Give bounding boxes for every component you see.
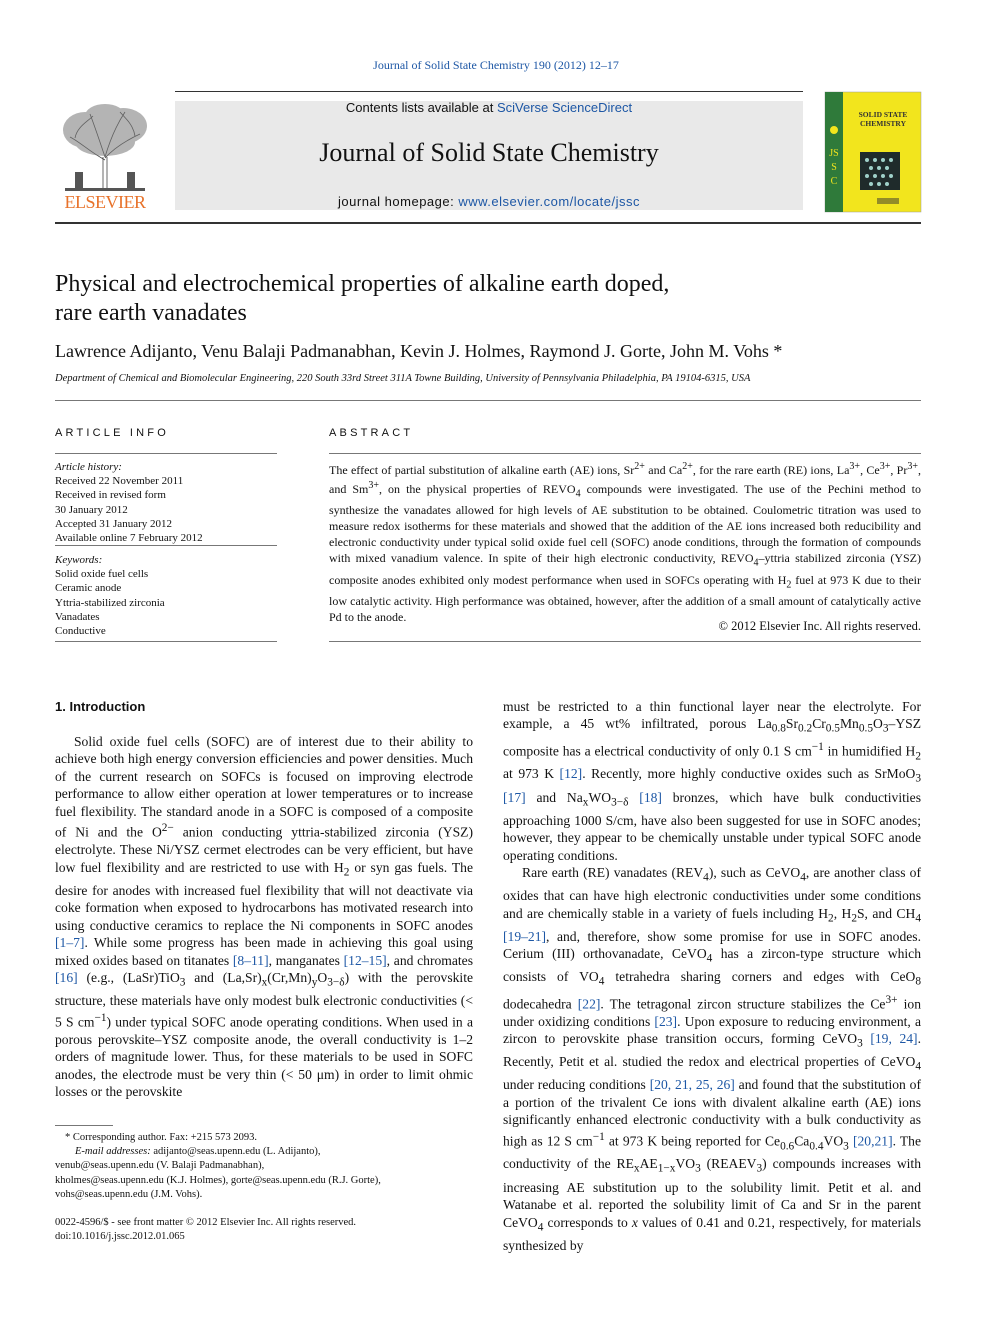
history-label: Article history:	[55, 461, 122, 473]
intro-paragraph-1: Solid oxide fuel cells (SOFC) are of interest due to their ability to achieve both high energy conversion efficiencies and power densities. Much of the current research on SOFCs is focused on improving electrode performance to allow either operation at lower temperatures or to increase fuel flexibility. The standard anode in a SOFC is composed of a composite of Ni and the $O^{2-}$ anion conducting yttria-stabilized zirconia (YSZ) electrolyte. These Ni/YSZ cermet electrodes can be very efficient, but have low fuel flexibility and are restricted to use with $H_2$ or syn gas fuels. The desire for anodes with increased fuel flexibility that will not deactivate via coke formation when exposed to hydrocarbons has motivated research into using conductive ceramics to replace the Ni components in SOFC anodes [1–7]. While some progress has been made in achieving this goal using mixed oxides based on titanates [8–11], manganates [12–15], and chromates [16] (e.g., (LaSr)TiO$_3$ and $(La,Sr)_x(Cr,Mn)_yO_{3-\delta}$) with the perovskite structure, these materials have only modest bulk electronic conductivities (< 5 S $cm^{-1}$) under typical SOFC anode operating conditions. When used in a porous perovskite–YSZ composite anode, the overall conductivity is 1–2 orders of magnitude lower. Thus, for these materials to be used in SOFC anodes, the electrode must be very thin (< 50 μm) in order to limit ohmic losses or the perovskite	[55, 734, 473, 1100]
reference-link[interactable]: [23]	[654, 1013, 678, 1029]
abstract-text: The effect of partial substitution of alkaline earth (AE) ions, $Sr^{2+}$ and $Ca^{2+}$, for the rare earth (RE) ions, $La^{3+}$, $Ce^{3+}$, $Pr^{3+}$, and $Sm^{3+}$, on the physical properties of $REVO_4$ compounds were investigated. The use of the Pechini method to synthesize the vanadates allowed for high levels of AE substitution to be obtained. Coulometric titration was used to measure redox isotherms for these materials and showed that the addition of the AE ions increased both reducibility and electronic conductivity under typical solid oxide fuel cell (SOFC) anode conditions, through the formation of compounds with mixed vanadium valence. In spite of their high electronic conductivity, $REVO_4$–yttria stabilized zirconia (YSZ) composite anodes exhibited only modest performance when used in SOFCs operating with $H_2$ fuel at 973 K due to their low catalytic activity. High performance was obtained, however, after the addition of a small amount of catalytically active Pd to the anode.	[329, 461, 922, 625]
article-info-rule-bottom	[55, 641, 277, 642]
cover-title-line1: SOLID STATE	[858, 110, 908, 119]
email-link[interactable]: venub@seas.upenn.edu (V. Balaji Padmanabhan),	[55, 1160, 265, 1172]
reference-link[interactable]: [12]	[559, 766, 583, 782]
abstract-rule-top	[329, 453, 921, 454]
publisher-name: ELSEVIER	[64, 192, 146, 212]
reference-link[interactable]: [18]	[639, 789, 662, 805]
intro-paragraph-2: Rare earth (RE) vanadates $(REV_4)$, such as CeVO$_4$, are another class of oxides that can have high electronic conductivities under some conditions and are chemically stable in a variety of fuels including $H_2$, $H_2S$, and $CH_4$ [19–21], and, therefore, show some promise for use in SOFC anodes. Cerium (III) orthovanadate, CeVO$_4$ has a zircon-type structure which consists of $VO_4$ tetrahedra sharing corners and edges with CeO$_8$ dodecahedra [22]. The tetragonal zircon structure stabilizes the $Ce^{3+}$ ion under oxidizing conditions [23]. Upon exposure to reducing environment, a zircon to perovskite phase transition occurs, forming CeVO$_3$ [19, 24]. Recently, Petit et al. studied the redox and electrical properties of CeVO$_4$ under reducing conditions [20, 21, 25, 26] and found that the substitution of a portion of the trivalent Ce ions with divalent alkaline earth (AE) ions significantly enhanced electronic conductivity with a bulk conductivity as high as 12 S $cm^{-1}$ at 973 K being reported for $Ce_{0.6}Ca_{0.4}VO_3$ [20,21]. The conductivity of the $RE_xAE_{1-x}VO_3$ $(REAEV_3)$ compounds increases with increasing AE substitution up to the solubility limit. Petit et al. and Watanabe et al. reported the solubility limit of Ca and Sr in the parent CeVO$_4$ corresponds to x values of 0.41 and 0.21, respectively, for materials synthesized by	[503, 865, 922, 1253]
history-item: Received 22 November 2011	[55, 475, 184, 488]
abstract-heading: ABSTRACT	[329, 427, 414, 439]
article-info-rule-mid	[55, 545, 277, 546]
corresponding-mark[interactable]: *	[768, 341, 783, 361]
copyright: © 2012 Elsevier Inc. All rights reserved.	[718, 619, 921, 633]
reference-link[interactable]: [20,21]	[852, 1133, 893, 1149]
header-bottom-rule	[55, 222, 921, 224]
email-link[interactable]: kholmes@seas.upenn.edu (K.J. Holmes), gorte@seas.upenn.edu (R.J. Gorte),	[55, 1174, 381, 1186]
title-line-2: rare earth vanadates	[55, 300, 247, 326]
keywords-label: Keywords:	[55, 554, 103, 566]
issn-line: 0022-4596/$ - see front matter © 2012 Elsevier Inc. All rights reserved.	[55, 1217, 357, 1228]
affiliation-rule	[55, 400, 921, 401]
keywords	[55, 553, 277, 638]
keyword: Vanadates	[55, 610, 100, 623]
reference-link[interactable]: [19, 24]	[870, 1031, 918, 1047]
journal-cover[interactable]	[825, 92, 921, 212]
email-link[interactable]: adijanto@seas.upenn.edu (L. Adijanto),	[153, 1146, 321, 1158]
reference-link[interactable]: [22]	[577, 996, 601, 1012]
reference-link[interactable]: [12–15]	[343, 952, 387, 968]
cover-title-line2: CHEMISTRY	[860, 119, 906, 128]
keyword: Yttria-stabilized zirconia	[55, 596, 165, 609]
email-line: E-mail addresses: adijanto@seas.upenn.edu (L. Adijanto),	[75, 1146, 321, 1158]
cover-side-letters: JSSC	[829, 148, 839, 187]
footnote-rule	[55, 1125, 113, 1126]
article-info-heading: ARTICLE INFO	[55, 427, 169, 439]
homepage-link[interactable]: www.elsevier.com/locate/jssc	[458, 194, 640, 209]
article-history	[55, 460, 277, 545]
article-title	[55, 270, 915, 328]
footnotes	[55, 1131, 473, 1202]
history-item: Available online 7 February 2012	[55, 532, 203, 545]
homepage-line	[175, 194, 803, 209]
homepage-prefix: journal homepage:	[338, 194, 459, 209]
reference-link[interactable]: [16]	[55, 970, 78, 986]
reference-link[interactable]: [1–7]	[55, 935, 85, 951]
history-item: 30 January 2012	[55, 503, 128, 516]
keyword: Conductive	[55, 625, 106, 638]
contents-prefix: Contents lists available at	[345, 100, 497, 115]
reference-link[interactable]: [8–11]	[232, 952, 269, 968]
reference-link[interactable]: [20, 21, 25, 26]	[649, 1077, 735, 1093]
author-list	[55, 341, 935, 362]
history-item: Accepted 31 January 2012	[55, 517, 172, 530]
front-matter	[55, 1216, 473, 1244]
abstract-rule-bottom	[329, 641, 921, 642]
title-line-1: Physical and electrochemical properties of alkaline earth doped,	[55, 271, 670, 297]
header-top-rule	[175, 91, 803, 92]
elsevier-logo[interactable]	[55, 102, 155, 212]
history-item: Received in revised form	[55, 489, 166, 502]
reference-link[interactable]: [19–21]	[503, 928, 547, 944]
doi-line[interactable]: doi:10.1016/j.jssc.2012.01.065	[55, 1231, 185, 1242]
authors[interactable]: Lawrence Adijanto, Venu Balaji Padmanabhan, Kevin J. Holmes, Raymond J. Gorte, John M. Vohs	[55, 341, 769, 361]
keyword: Solid oxide fuel cells	[55, 568, 149, 581]
journal-citation[interactable]: Journal of Solid State Chemistry 190 (2012) 12–17	[373, 58, 619, 72]
intro-heading: 1. Introduction	[55, 699, 146, 714]
email-link[interactable]: vohs@seas.upenn.edu (J.M. Vohs).	[55, 1188, 203, 1200]
corresponding-author-note: * Corresponding author. Fax: +215 573 2093.	[65, 1132, 257, 1143]
contents-line	[175, 100, 803, 115]
intro-paragraph-continued: must be restricted to a thin functional layer near the electrolyte. For example, a 45 wt% infiltrated, porous $La_{0.8}Sr_{0.2}Cr_{0.5}Mn_{0.5}O_3$–YSZ composite has a electrical conductivity of only 0.1 S $cm^{-1}$ in humidified $H_2$ at 973 K [12]. Recently, more highly conductive oxides such as SrMoO$_3$ [17] and $Na_xWO_{3-\delta}$ [18] bronzes, which have bulk conductivities approaching 1000 S/cm, have also been suggested for use in SOFC anodes; however, they appear to be chemically unstable under typical SOFC anode operating conditions.	[503, 699, 921, 863]
article-info-rule-top	[55, 453, 277, 454]
reference-link[interactable]: [17]	[503, 789, 526, 805]
intro-right-column	[503, 698, 922, 1253]
intro-left-column	[55, 733, 473, 1103]
journal-title: Journal of Solid State Chemistry	[319, 138, 659, 167]
affiliation: Department of Chemical and Biomolecular Engineering, 220 South 33rd Street 311A Towne Building, University of Pennsylvania Philadelphia, PA 19104-6315, USA	[55, 373, 751, 384]
keyword: Ceramic anode	[55, 582, 122, 595]
sciencedirect-link[interactable]: SciVerse ScienceDirect	[496, 100, 633, 115]
